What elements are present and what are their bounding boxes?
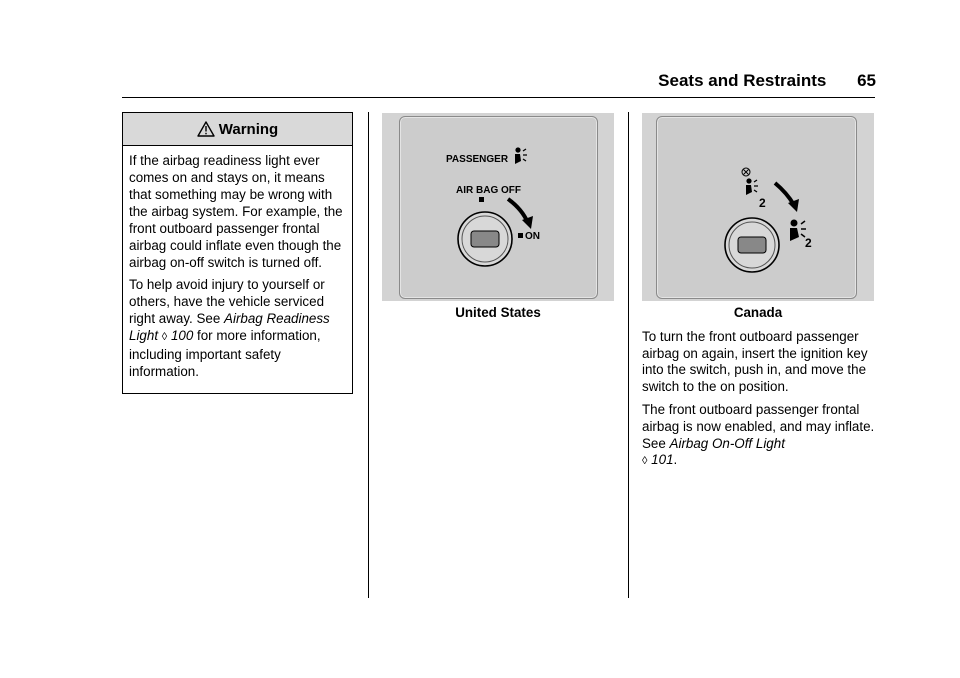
caption-united-states: United States xyxy=(455,305,541,320)
instructions-text xyxy=(642,329,882,477)
airbag-on-symbol-icon xyxy=(790,220,806,242)
figure-united-states xyxy=(382,113,614,301)
on-position-marker xyxy=(518,233,523,238)
key-slot-canada xyxy=(738,237,766,253)
column-divider-2 xyxy=(628,112,629,598)
on-label: ON xyxy=(525,231,540,242)
digit-on-position: 2 xyxy=(805,236,812,250)
section-title: Seats and Restraints xyxy=(658,71,827,90)
off-position-marker xyxy=(479,197,484,202)
passenger-label: PASSENGER xyxy=(446,154,509,165)
warning-paragraph-2 xyxy=(129,276,347,380)
page-reference-100[interactable]: 100 xyxy=(170,328,194,343)
page-number: 65 xyxy=(857,71,876,90)
instruction-paragraph-2 xyxy=(642,402,882,469)
warning-p2-before: To help avoid injury to yourself or others, have the vehicle serviced right away. See xyxy=(129,277,325,326)
airbag-seated-person-icon xyxy=(515,147,527,164)
warning-paragraph-1: If the airbag readiness light ever comes on and stays on, it means that something may be wrong with the airbag system. For example, the front outboard passenger frontal airbag could inflate even though the airbag on-off switch is turned off. xyxy=(129,153,343,270)
airbag-readiness-link[interactable]: Airbag Readiness Light xyxy=(129,311,330,343)
figure-canada xyxy=(642,113,874,301)
instruction-p2-before: The front outboard passenger frontal airbag is now enabled, and may inflate. See xyxy=(642,402,875,451)
caption-canada: Canada xyxy=(733,305,783,320)
warning-box xyxy=(122,112,353,394)
warning-body xyxy=(123,146,352,380)
switch-panel-canada xyxy=(656,116,857,299)
warning-triangle-icon xyxy=(197,121,215,137)
rotation-arrow-canada xyxy=(775,183,794,205)
page-reference-101[interactable]: 101 xyxy=(651,452,674,468)
instruction-paragraph-1: To turn the front outboard passenger airbag on again, insert the ignition key into the switch, push in, and move the switch to the on position. xyxy=(642,329,868,394)
warning-p2-after: for more information, including important safety information. xyxy=(129,328,321,379)
column-divider-1 xyxy=(368,112,369,598)
air-bag-off-label: AIR BAG OFF xyxy=(456,185,521,196)
airbag-off-symbol-icon xyxy=(742,168,758,195)
digit-off-position: 2 xyxy=(759,196,766,210)
header-rule xyxy=(122,97,875,98)
warning-title: Warning xyxy=(218,120,279,138)
key-slot xyxy=(471,231,499,247)
page-header xyxy=(0,70,876,92)
instruction-p2-after: . xyxy=(673,452,678,468)
warning-header xyxy=(123,113,352,146)
page-reference-icon: ◊ xyxy=(161,331,168,343)
page-reference-icon: ◊ xyxy=(642,455,648,468)
switch-panel-us xyxy=(399,116,598,299)
airbag-on-off-light-link[interactable]: Airbag On-Off Light xyxy=(669,435,785,451)
